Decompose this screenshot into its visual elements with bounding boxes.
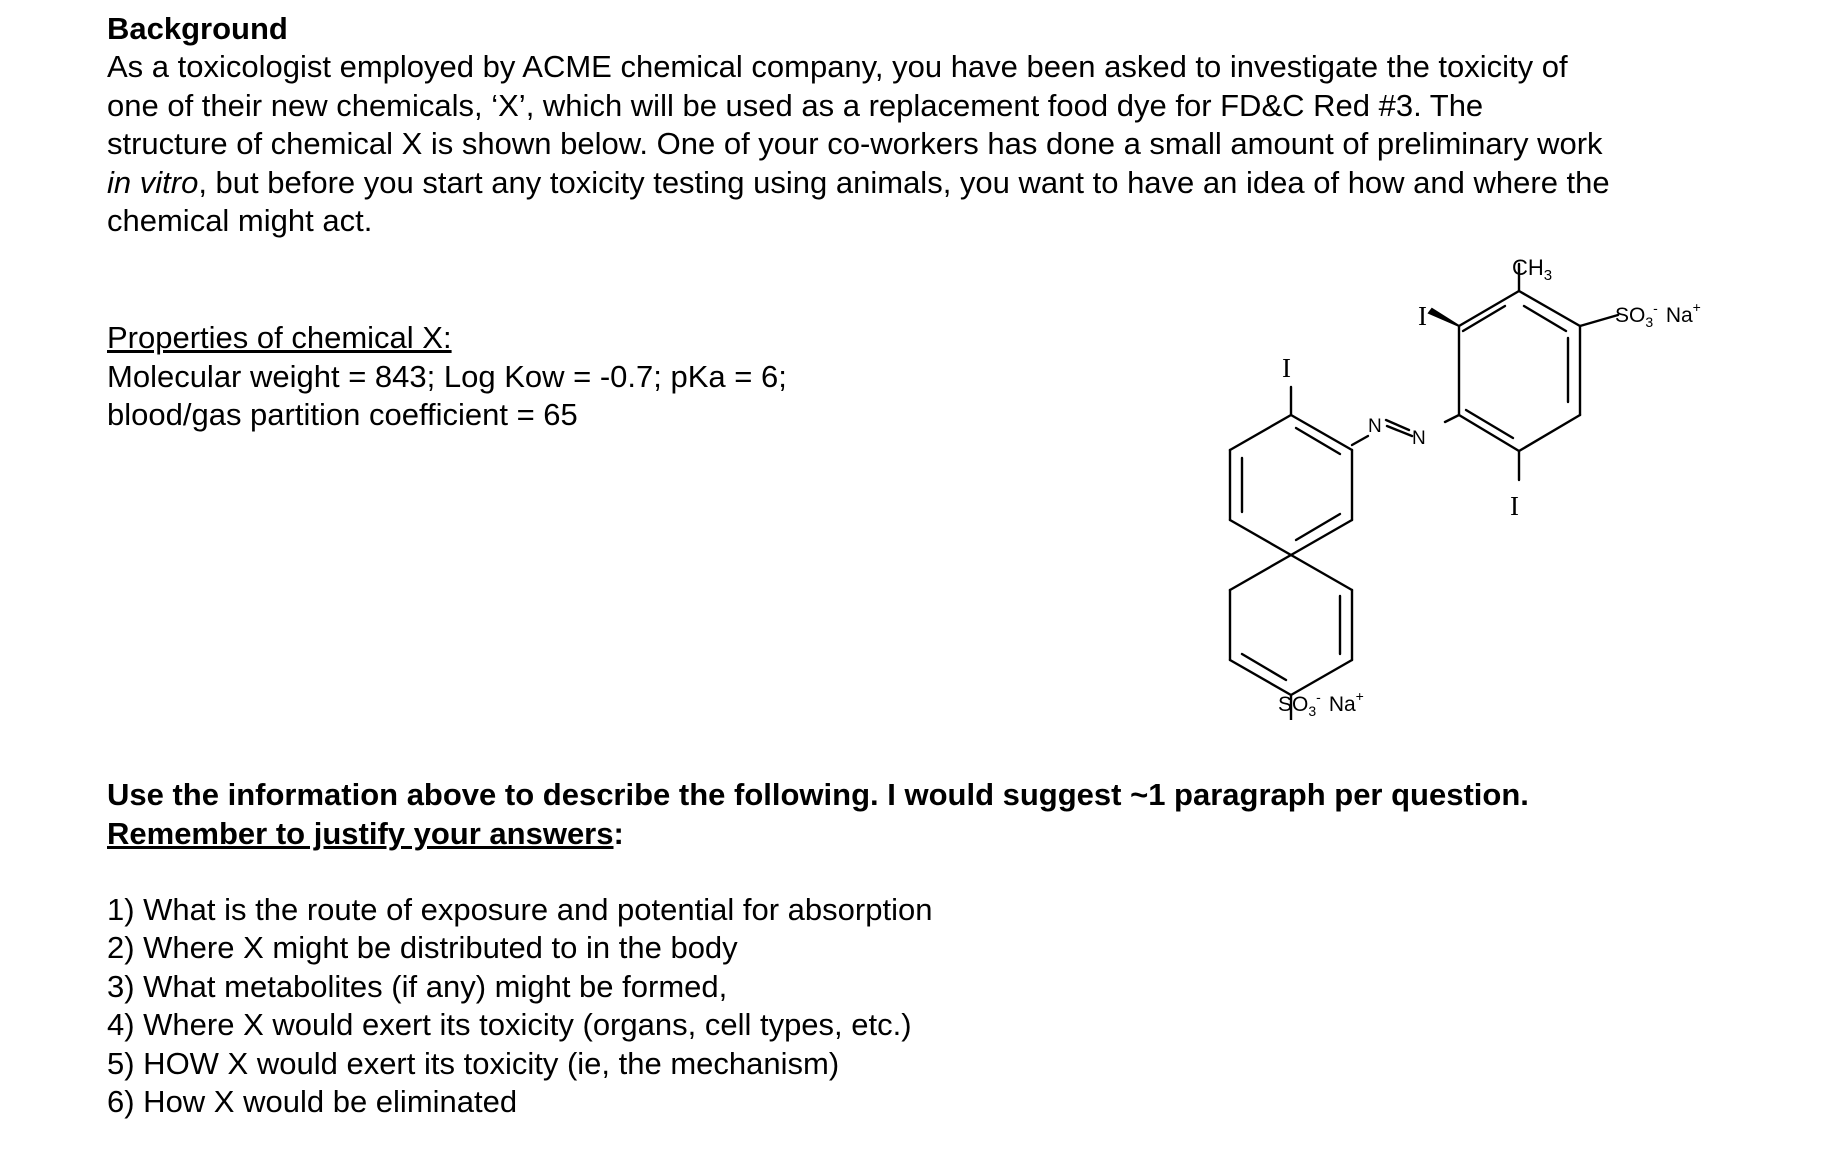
iodine-label-bottom: I: [1510, 491, 1519, 521]
azo-bond-left: [1352, 436, 1368, 445]
properties-line-2: blood/gas partition coefficient = 65: [107, 397, 578, 432]
methyl-label: $CH_3$: [1512, 255, 1553, 284]
iodine-label-top: I: [1418, 301, 1427, 331]
chemical-structure: [1150, 250, 1730, 720]
benzene-ring: [1459, 291, 1580, 451]
justify-answers-text: Remember to justify your answers: [107, 815, 614, 851]
background-heading: Background: [107, 11, 288, 46]
question-item: 5) HOW X would exert its toxicity (ie, the mechanism): [107, 1045, 840, 1081]
properties-section: [107, 319, 787, 435]
instructions-line-1: Use the information above to describe the following. I would suggest ~1 paragraph per question.: [107, 777, 1529, 812]
azo-n-left: N: [1368, 416, 1382, 437]
question-item: 2) Where X might be distributed to in the body: [107, 930, 738, 966]
azo-bond-right: [1445, 415, 1459, 422]
instructions-line-2: [107, 815, 1529, 854]
iodine-wedge: [1429, 309, 1459, 326]
background-line-2: one of their new chemicals, ‘X’, which will be used as a replacement food dye for FD&C Red #3. The: [107, 87, 1484, 123]
background-line-4-rest: , but before you start any toxicity testing using animals, you want to have an idea of how and where the: [198, 164, 1610, 200]
naphthalene-ring-upper: [1230, 415, 1352, 555]
sulfonate-label-top: $SO_3^-$ Na+: [1615, 299, 1701, 330]
question-item: 1) What is the route of exposure and potential for absorption: [107, 892, 933, 927]
in-vitro-text: in vitro: [107, 164, 199, 200]
sulfonate-bond-top: [1580, 315, 1618, 326]
iodine-label-left: I: [1282, 353, 1291, 383]
question-list: [107, 891, 932, 1121]
azo-double-bond-1: [1387, 426, 1412, 436]
question-item: 6) How X would be eliminated: [107, 1084, 518, 1120]
background-line-3: structure of chemical X is shown below. One of your co-workers has done a small amount of preliminary work: [107, 126, 1603, 161]
properties-line-1: Molecular weight = 843; Log Kow = -0.7; pKa = 6;: [107, 358, 787, 394]
background-section: [107, 10, 1807, 241]
instructions: [107, 776, 1529, 853]
naphthalene-ring-lower: [1230, 555, 1352, 695]
azo-double-bond-2: [1386, 420, 1409, 430]
background-line-4: [107, 164, 1807, 203]
background-line-1: As a toxicologist employed by ACME chemical company, you have been asked to investigate the toxicity of: [107, 49, 1568, 84]
question-item: 4) Where X would exert its toxicity (organs, cell types, etc.): [107, 1007, 912, 1043]
background-line-5: chemical might act.: [107, 203, 373, 238]
instructions-colon: :: [613, 815, 624, 851]
azo-n-right: N: [1412, 428, 1426, 449]
properties-title: Properties of chemical X:: [107, 320, 452, 355]
question-item: 3) What metabolites (if any) might be formed,: [107, 968, 728, 1004]
sulfonate-label-bottom: $SO_3^-$ Na+: [1278, 688, 1364, 719]
